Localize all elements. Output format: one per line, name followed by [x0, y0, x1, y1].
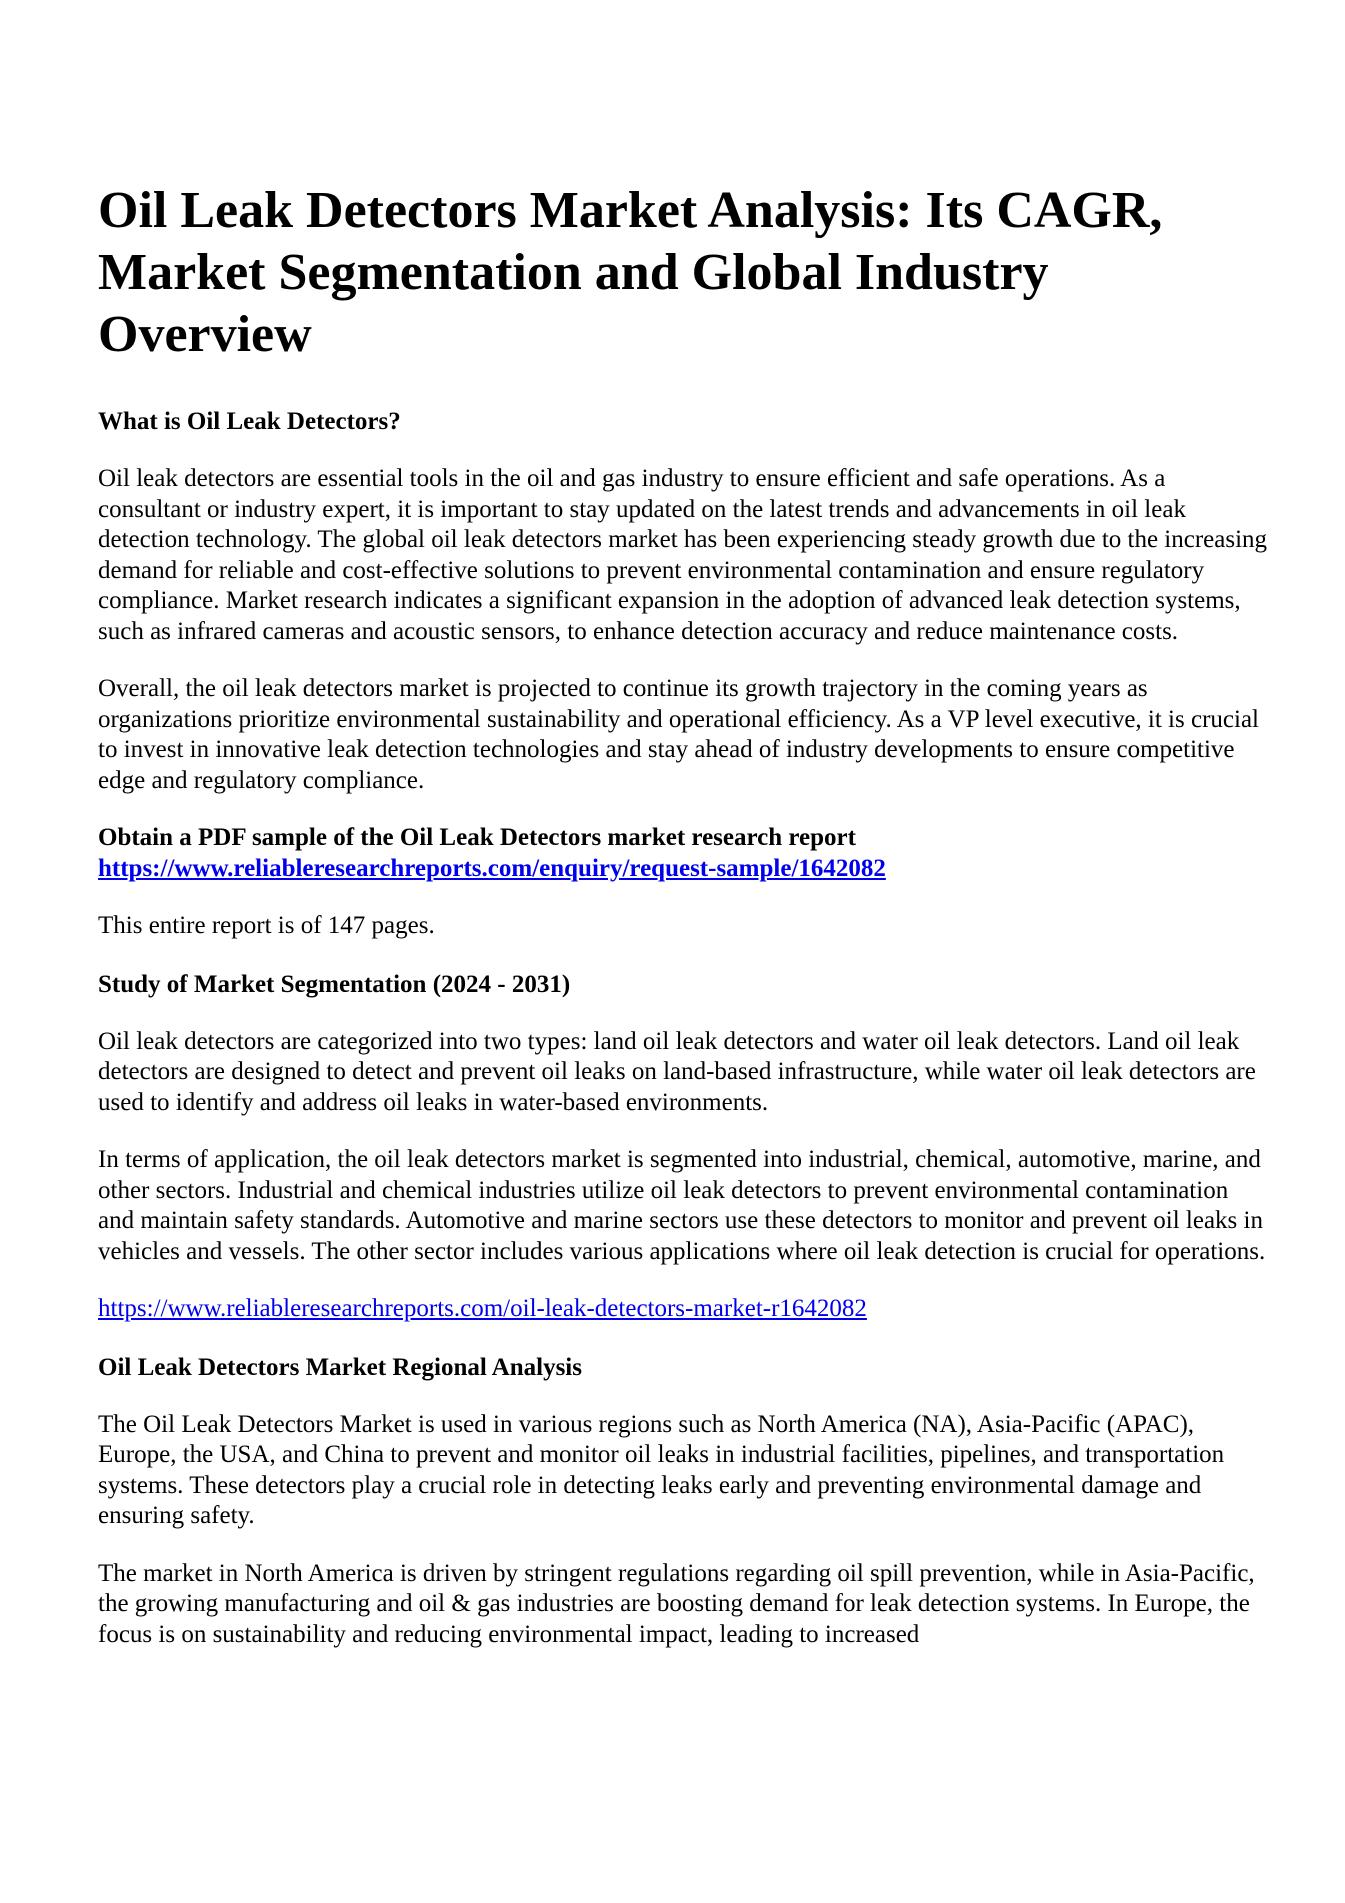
document-title: Oil Leak Detectors Market Analysis: Its CAGR, Market Segmentation and Global Industry Overview	[98, 182, 1163, 363]
paragraph-regional-1: The Oil Leak Detectors Market is used in various regions such as North America (NA), Asia-Pacific (APAC), Europe, the USA, and China to prevent and monitor oil leaks in industrial facilities, pipelines, and transportation systems. These detectors play a crucial role in detecting leaks early and preventing environmental damage and ensuring safety.	[98, 1410, 1225, 1529]
document-page	[98, 180, 1268, 1677]
section-heading-segmentation: Study of Market Segmentation (2024 - 2031)	[98, 970, 571, 998]
sample-request-text: Obtain a PDF sample of the Oil Leak Detectors market research report	[98, 824, 856, 851]
paragraph-regional-2: The market in North America is driven by stringent regulations regarding oil spill prevention, while in Asia-Pacific, the growing manufacturing and oil & gas industries are boosting demand for leak detection systems. In Europe, the focus is on sustainability and reducing environmental impact, leading to increased	[98, 1559, 1255, 1648]
paragraph-what-is-2: Overall, the oil leak detectors market is projected to continue its growth trajectory in the coming years as organizations prioritize environmental sustainability and operational efficiency. As a VP level executive, it is crucial to invest in innovative leak detection technologies and stay ahead of industry developments to ensure competitive edge and regulatory compliance.	[98, 675, 1259, 794]
report-link-paragraph	[98, 1294, 1268, 1325]
report-link[interactable]: https://www.reliableresearchreports.com/oil-leak-detectors-market-r1642082	[98, 1295, 867, 1322]
section-heading-regional: Oil Leak Detectors Market Regional Analysis	[98, 1353, 582, 1381]
pages-note: This entire report is of 147 pages.	[98, 912, 435, 939]
section-heading-what-is: What is Oil Leak Detectors?	[98, 408, 401, 435]
sample-request-link[interactable]: https://www.reliableresearchreports.com/enquiry/request-sample/1642082	[98, 854, 886, 882]
sample-request	[98, 823, 1268, 884]
paragraph-segmentation-2: In terms of application, the oil leak detectors market is segmented into industrial, chemical, automotive, marine, and other sectors. Industrial and chemical industries utilize oil leak detectors to prevent environmental contamination and maintain safety standards. Automotive and marine sectors use these detectors to monitor and prevent oil leaks in vehicles and vessels. The other sector includes various applications where oil leak detection is crucial for operations.	[98, 1146, 1266, 1265]
paragraph-segmentation-1: Oil leak detectors are categorized into two types: land oil leak detectors and water oil leak detectors. Land oil leak detectors are designed to detect and prevent oil leaks on land-based infrastructure, while water oil leak detectors are used to identify and address oil leaks in water-based environments.	[98, 1027, 1256, 1116]
paragraph-what-is-1: Oil leak detectors are essential tools in the oil and gas industry to ensure efficient and safe operations. As a consultant or industry expert, it is important to stay updated on the latest trends and advancements in oil leak detection technology. The global oil leak detectors market has been experiencing steady growth due to the increasing demand for reliable and cost-effective solutions to prevent environmental contamination and ensure regulatory compliance. Market research indicates a significant expansion in the adoption of advanced leak detection systems, such as infrared cameras and acoustic sensors, to enhance detection accuracy and reduce maintenance costs.	[98, 465, 1268, 645]
